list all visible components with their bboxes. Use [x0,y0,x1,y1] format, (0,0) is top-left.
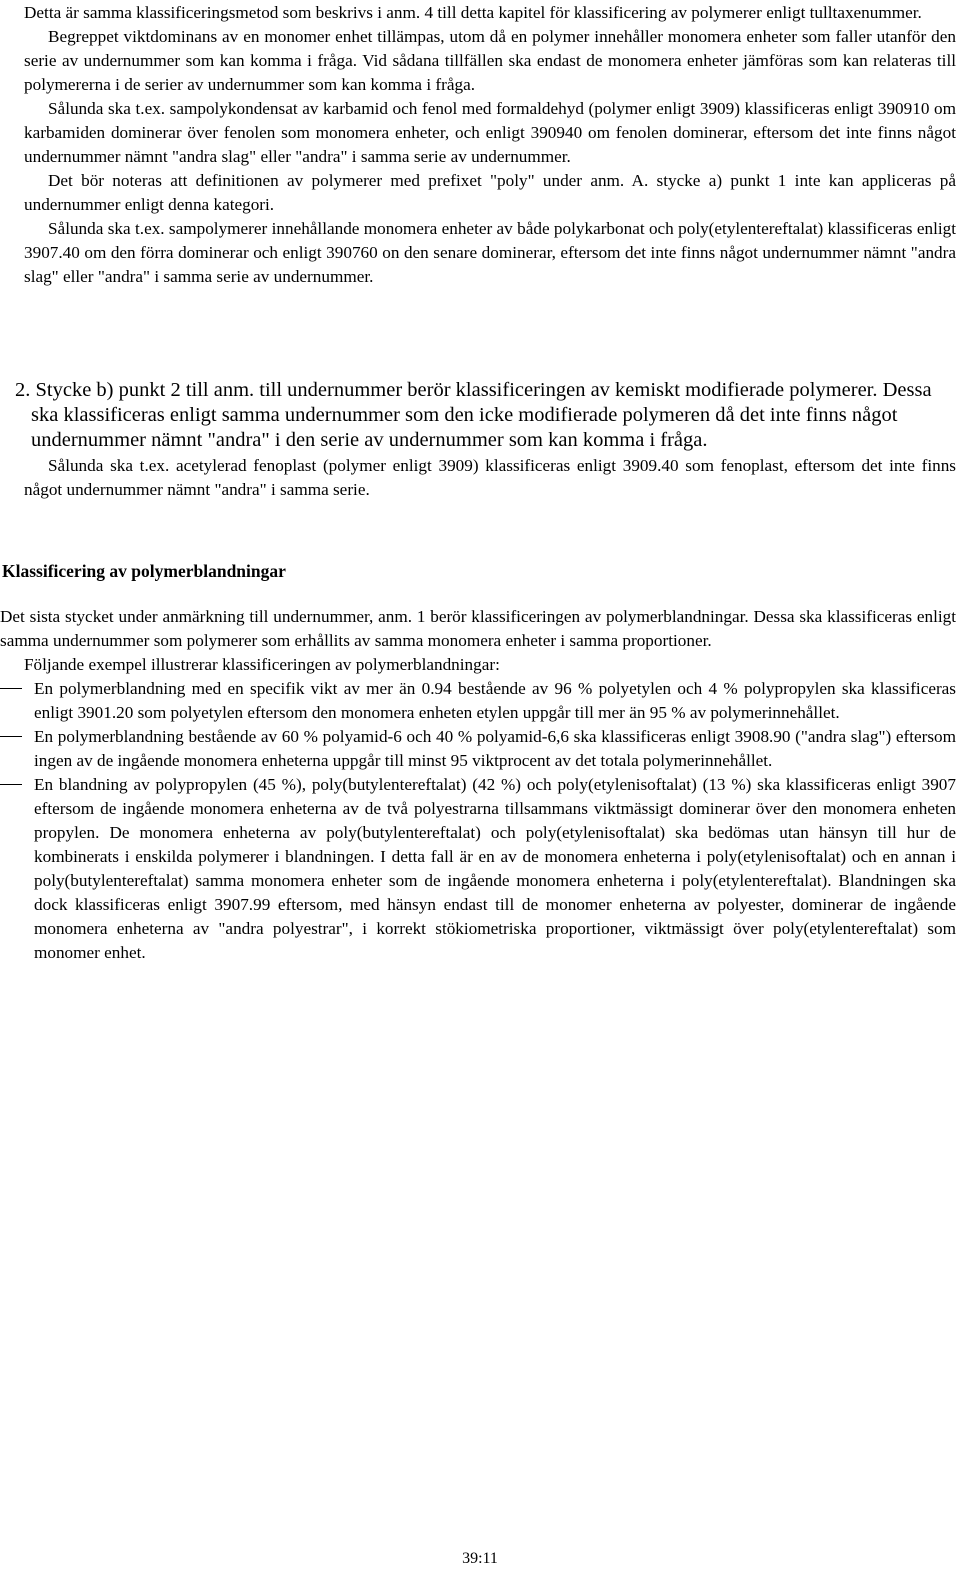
paragraph: Begreppet viktdominans av en monomer enhet tillämpas, utom då en polymer innehåller monomera enheter som faller utanför den serie av undernummer som kan komma i fråga. Vid sådana tillfällen ska endast de monomera enheter jämföras som kan relateras till polymererna i de serier av undernummer som kan komma i fråga. [24,27,956,94]
paragraph: Sålunda ska t.ex. acetylerad fenoplast (polymer enligt 3909) klassificeras enligt 3909.40 som fenoplast, eftersom det inte finns något undernummer nämnt "andra" i samma serie. [24,456,956,499]
section-polymer-blends [0,605,956,965]
dash-bullet-icon [0,688,22,689]
example-list [0,677,956,965]
paragraph: Det bör noteras att definitionen av polymerer med prefixet "poly" under anm. A. stycke a) punkt 1 inte kan appliceras på undernummer enligt denna kategori. [24,171,956,214]
list-item [0,677,956,725]
list-item [0,725,956,773]
page-number: 39:11 [462,1550,498,1567]
list-item [0,773,956,965]
paragraph: Sålunda ska t.ex. sampolykondensat av karbamid och fenol med formaldehyd (polymer enligt 3909) klassificeras enligt 390910 om karbamiden dominerar över fenolen som monomera enheter, och enligt 390940 om fenolen dominerar, eftersom det inte finns något undernummer nämnt "andra slag" eller "andra" i samma serie av undernummer. [24,99,956,166]
list-item-text: En polymerblandning bestående av 60 % polyamid-6 och 40 % polyamid-6,6 ska klassificeras enligt 3908.90 ("andra slag") eftersom ingen av de ingående monomera enheterna uppgår till minst 95 viktprocent av det totala polymerinnehållet. [34,727,956,770]
numbered-paragraph: 2. Stycke b) punkt 2 till anm. till undernummer berör klassificeringen av kemiskt modifierade polymerer. Dessa ska klassificeras enligt samma undernummer som den icke modifierade polymeren då det inte finns något undernummer nämnt "andra" i den serie av undernummer som kan komma i fråga. [15,379,932,451]
paragraph: Det sista stycket under anmärkning till undernummer, anm. 1 berör klassificeringen av polymerblandningar. Dessa ska klassificeras enligt samma undernummer som polymerer som erhållits av samma monomera enheter i samma proportioner. [0,607,956,650]
paragraph: Följande exempel illustrerar klassificeringen av polymerblandningar: [24,655,500,674]
paragraph: Sålunda ska t.ex. sampolymerer innehållande monomera enheter av både polykarbonat och poly(etylentereftalat) klassificeras enligt 3907.40 om den förra dominerar och enligt 390760 on den senare dominerar, eftersom det inte finns något undernummer nämnt "andra slag" eller "andra" i samma serie av undernummer. [24,219,956,286]
section-polymer-dominance [24,1,956,289]
paragraph: Detta är samma klassificeringsmetod som beskrivs i anm. 4 till detta kapitel för klassificering av polymerer enligt tulltaxenummer. [24,3,922,22]
dash-bullet-icon [0,784,22,785]
section-heading: Klassificering av polymerblandningar [2,561,286,581]
list-item-text: En blandning av polypropylen (45 %), poly(butylentereftalat) (42 %) och poly(etylenisoftalat) (13 %) ska klassificeras enligt 3907 eftersom de ingående monomera enheterna av de två polyestrarna tillsammans viktmässigt dominerar över den monomera enheten propylen. De monomera enheterna av poly(butylentereftalat) och poly(etylenisoftalat) ska bedömas utan hänsyn till hur de kombinerats i enskilda polymerer i blandningen. I detta fall är en av de monomera enheterna i poly(etylenisoftalat) och en annan i poly(butylentereftalat) samma monomera enheter som de ingående monomera enheterna i poly(etylentereftalat). Blandningen ska dock klassificeras enligt 3907.99 eftersom, med hänsyn endast till de monomer enheterna av polyester, dominerar de ingående monomera enheterna av "andra polyestrar", i korrekt stökiometriska proportioner, viktmässigt över poly(etylentereftalat) som monomer enhet. [34,775,956,962]
dash-bullet-icon [0,736,22,737]
section-modified-polymers [15,378,956,502]
list-item-text: En polymerblandning med en specifik vikt av mer än 0.94 bestående av 96 % polyetylen och 4 % polypropylen ska klassificeras enligt 3901.20 som polyetylen eftersom den monomera enheten etylen uppgår till mer än 95 % av polymerinnehållet. [34,679,956,722]
